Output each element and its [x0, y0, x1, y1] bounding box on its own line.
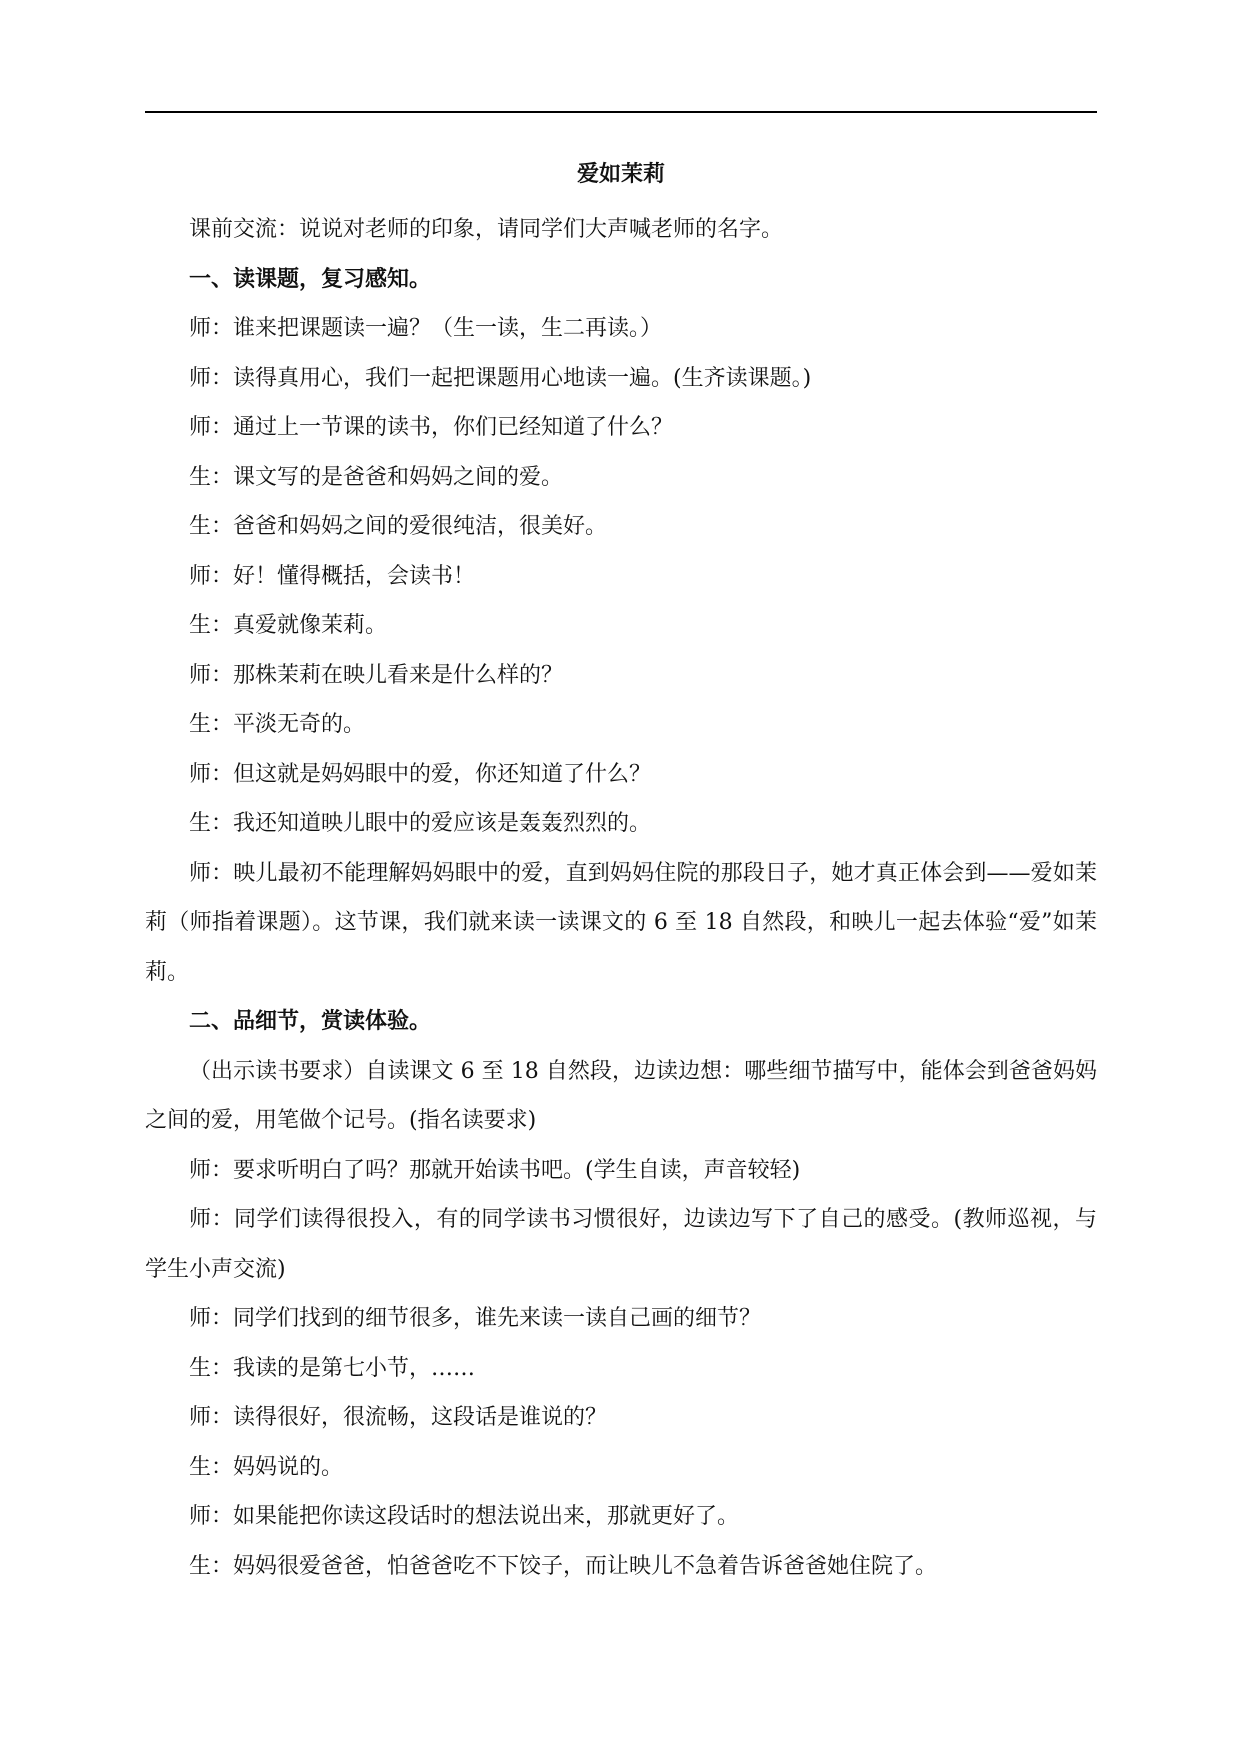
paragraph: 师：通过上一节课的读书，你们已经知道了什么？: [189, 415, 674, 440]
paragraph: 生：我读的是第七小节，……: [189, 1355, 476, 1381]
paragraph: 生：爸爸和妈妈之间的爱很纯洁，很美好。: [189, 514, 608, 539]
paragraph: 师：同学们找到的细节很多，谁先来读一读自己画的细节？: [189, 1306, 762, 1331]
paragraph: 生：妈妈很爱爸爸，怕爸爸吃不下饺子，而让映儿不急着告诉爸爸她住院了。: [189, 1553, 938, 1579]
paragraph: 师：读得真用心，我们一起把课题用心地读一遍。(生齐读课题。): [189, 365, 812, 391]
paragraph: 生：我还知道映儿眼中的爱应该是轰轰烈烈的。: [189, 811, 652, 836]
section-heading: 二、品细节，赏读体验。: [189, 1009, 432, 1034]
paragraph: 师：读得很好，很流畅，这段话是谁说的？: [189, 1405, 608, 1430]
paragraph: 师：谁来把课题读一遍？（生一读，生二再读。）: [189, 316, 663, 341]
paragraph: 师：如果能把你读这段话时的想法说出来，那就更好了。: [189, 1504, 740, 1529]
paragraph: 师：映儿最初不能理解妈妈眼中的爱，直到妈妈住院的那段日子，她才真正体会到——爱如茉莉（师指着课题）。这节课，我们就来读一读课文的 6 至 18 自然段，和映儿一起去体验“爱”如茉莉。: [145, 860, 1097, 985]
paragraph: 师：但这就是妈妈眼中的爱，你还知道了什么？: [189, 761, 652, 787]
header-rule: [145, 111, 1097, 113]
paragraph: （出示读书要求）自读课文 6 至 18 自然段，边读边想：哪些细节描写中，能体会到爸爸妈妈之间的爱，用笔做个记号。(指名读要求): [145, 1058, 1097, 1133]
paragraph: 生：课文写的是爸爸和妈妈之间的爱。: [189, 464, 564, 490]
paragraph: 生：妈妈说的。: [189, 1454, 344, 1480]
section-heading: 一、读课题，复习感知。: [189, 266, 432, 292]
document-title: 爱如茉莉: [576, 162, 665, 187]
paragraph: 课前交流：说说对老师的印象，请同学们大声喊老师的名字。: [189, 217, 784, 242]
document-body: [145, 205, 1097, 1591]
paragraph: 师：好！懂得概括，会读书！: [189, 563, 476, 589]
paragraph: 师：那株茉莉在映儿看来是什么样的？: [189, 662, 564, 688]
paragraph: 师：要求听明白了吗？那就开始读书吧。(学生自读，声音较轻): [189, 1157, 801, 1183]
paragraph: 生：平淡无奇的。: [189, 712, 366, 737]
paragraph: 师：同学们读得很投入，有的同学读书习惯很好，边读边写下了自己的感受。(教师巡视，与学生小声交流): [145, 1207, 1097, 1282]
paragraph: 生：真爱就像茉莉。: [189, 613, 388, 638]
